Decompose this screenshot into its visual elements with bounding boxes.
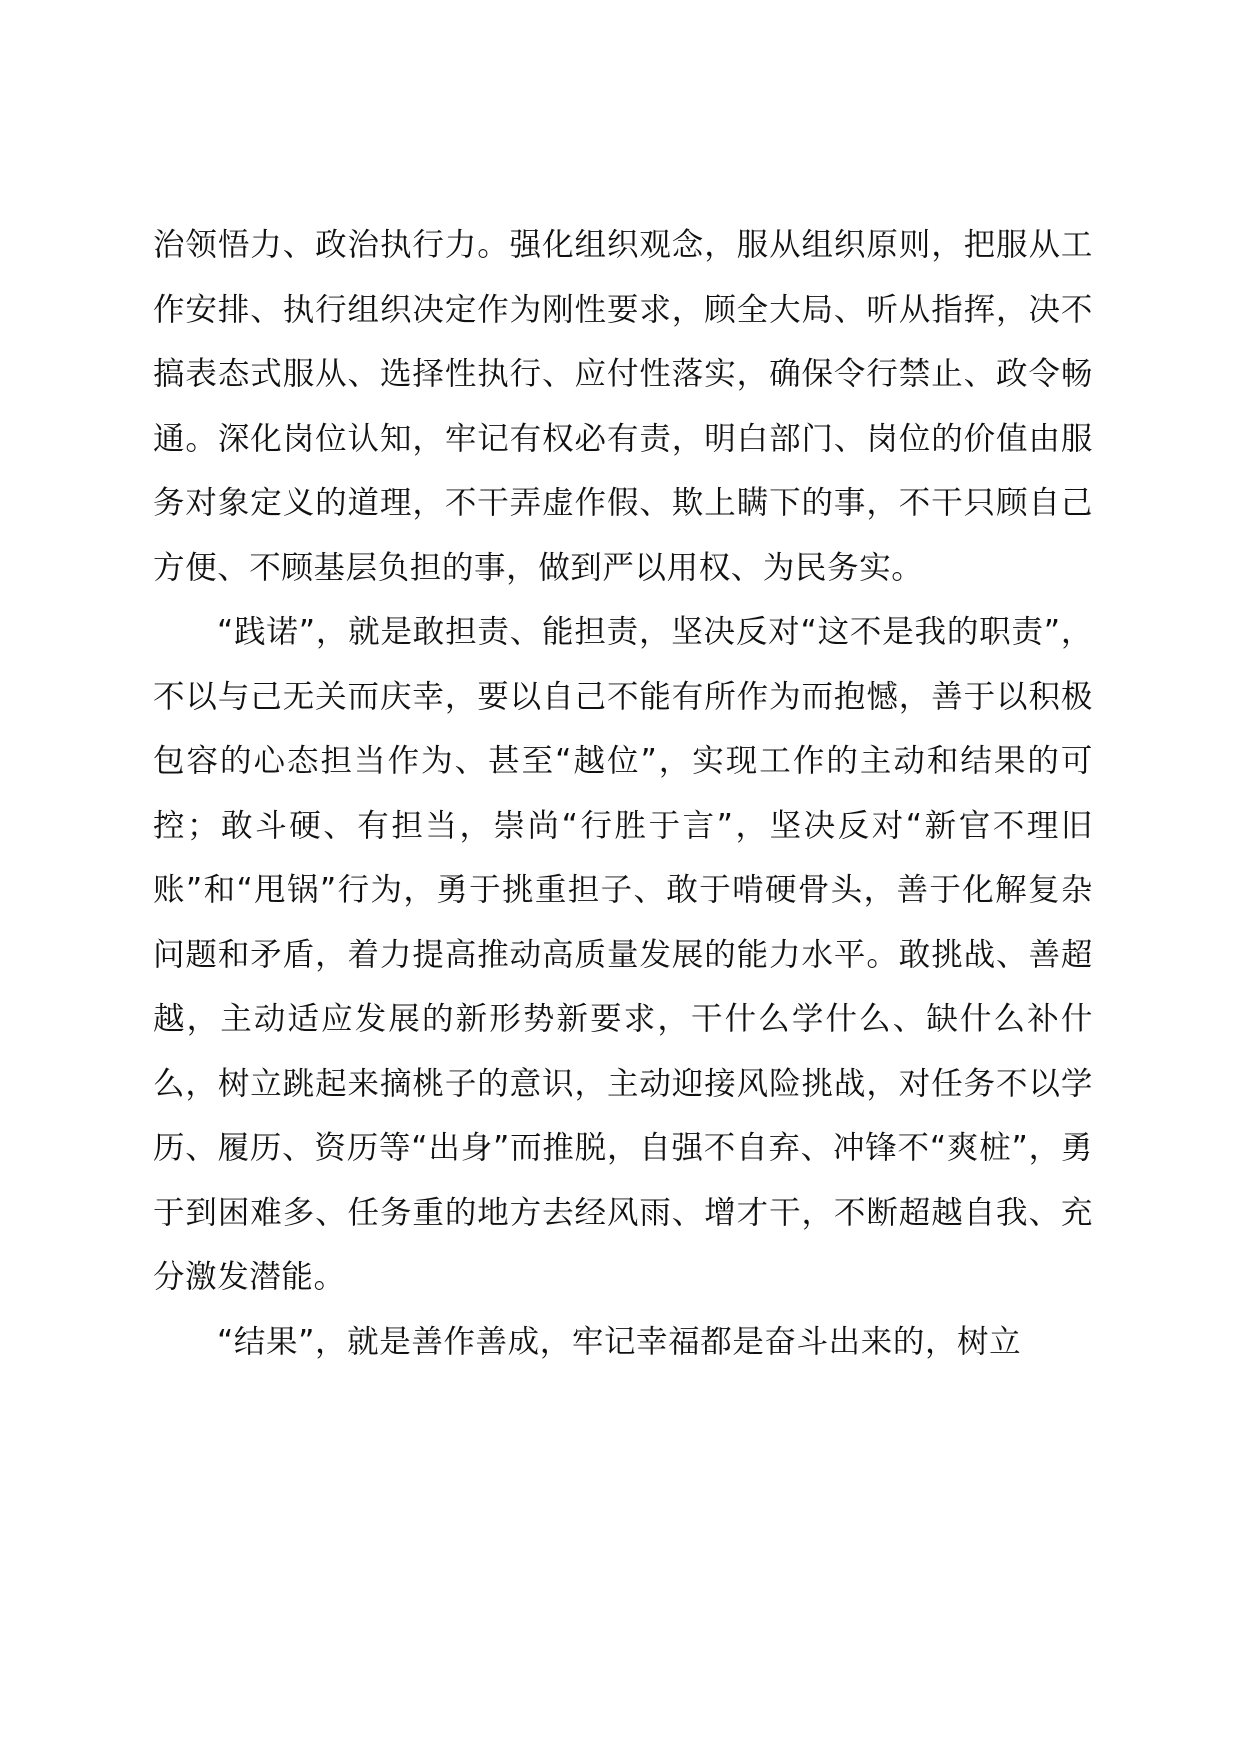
paragraph-3: “结果”，就是善作善成，牢记幸福都是奋斗出来的，树立 [217, 1323, 1022, 1360]
paragraph-2: “践诺”，就是敢担责、能担责，坚决反对“这不是我的职责”，不以与己无关而庆幸，要以自己不能有所作为而抱憾，善于以积极包容的心态担当作为、甚至“越位”，实现工作的主动和结果的可控；敢斗硬、有担当，崇尚“行胜于言”，坚决反对“新官不理旧账”和“甩锅”行为，勇于挑重担子、敢于啃硬骨头，善于化解复杂问题和矛盾，着力提高推动高质量发展的能力水平。敢挑战、善超越，主动适应发展的新形势新要求，干什么学什么、缺什么补什么，树立跳起来摘桃子的意识，主动迎接风险挑战，对任务不以学历、履历、资历等“出身”而推脱，自强不自弃、冲锋不“爽桩”，勇于到困难多、任务重的地方去经风雨、增才干，不断超越自我、充分激发潜能。 [153, 614, 1093, 1295]
paragraph-1: 治领悟力、政治执行力。强化组织观念，服从组织原则，把服从工作安排、执行组织决定作为刚性要求，顾全大局、听从指挥，决不搞表态式服从、选择性执行、应付性落实，确保令行禁止、政令畅通。深化岗位认知，牢记有权必有责，明白部门、岗位的价值由服务对象定义的道理，不干弄虚作假、欺上瞒下的事，不干只顾自己方便、不顾基层负担的事，做到严以用权、为民务实。 [153, 227, 1093, 586]
document-body [153, 213, 1093, 1374]
